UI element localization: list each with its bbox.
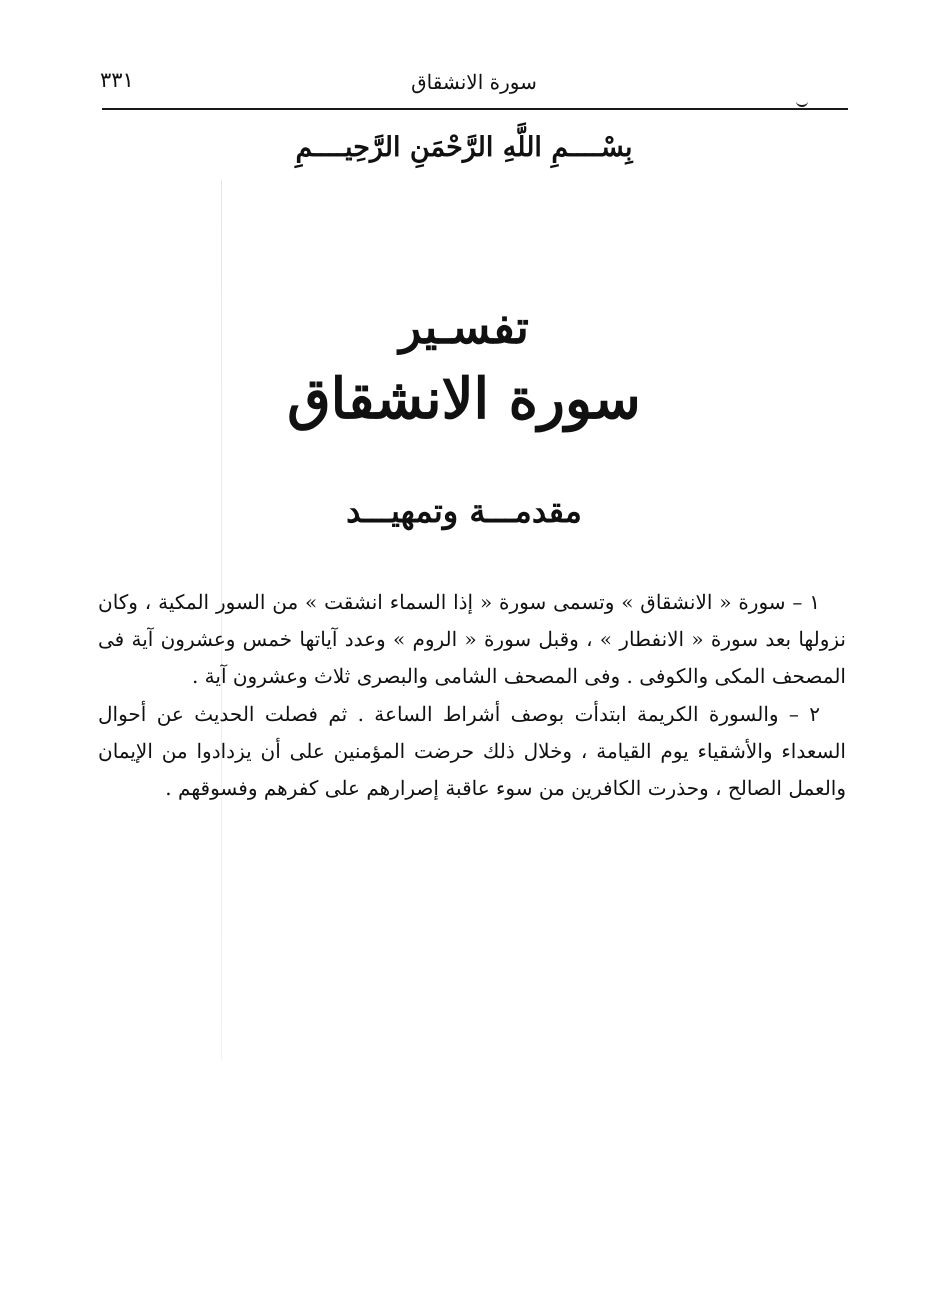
paragraph-2: ٢ – والسورة الكريمة ابتدأت بوصف أشراط الساعة . ثم فصلت الحديث عن أحوال السعداء والأشقياء يوم القيامة ، وخلال ذلك حرضت المؤمنين على أن يزدادوا من الإيمان والعمل الصالح ، وحذرت الكافرين من سوء عاقبة إصرارهم على كفرهم وفسوقهم . xyxy=(98,702,846,800)
basmala: بِسْــــمِ اللَّهِ الرَّحْمَنِ الرَّحِيــــمِ xyxy=(295,132,633,163)
title-surah-name: سورة الانشقاق xyxy=(287,366,641,432)
page-number: ٣٣١ xyxy=(100,68,134,92)
section-heading: مقدمـــة وتمهيـــد xyxy=(346,492,582,530)
page-header xyxy=(100,64,848,108)
header-rule xyxy=(102,108,848,110)
paragraph-1: ١ – سورة « الانشقاق » وتسمى سورة « إذا السماء انشقت » من السور المكية ، وكان نزولها بعد سورة « الانفطار » ، وقبل سورة « الروم » وعدد آياتها خمس وعشرون آية فى المصحف المكى والكوفى . وفى المصحف الشامى والبصرى ثلاث وعشرون آية . xyxy=(98,590,846,688)
title-tafsir: تفسـير xyxy=(399,300,529,354)
running-head: سورة الانشقاق xyxy=(411,70,537,94)
body-text xyxy=(98,584,846,808)
